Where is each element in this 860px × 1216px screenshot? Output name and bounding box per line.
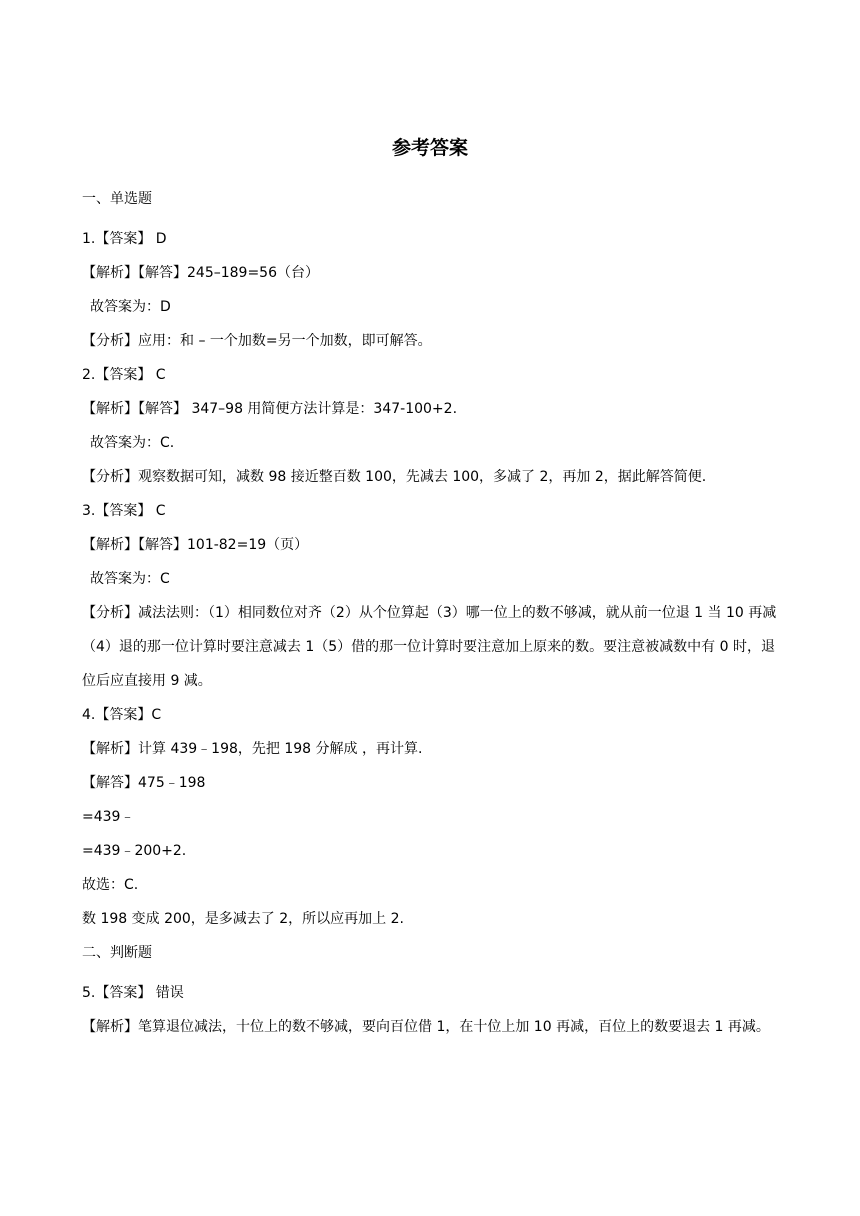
q2-analysis: 【解析】【解答】 347–98 用简便方法计算是：347-100+2. (82, 401, 458, 417)
q1-reasoning: 【分析】应用：和 – 一个加数=另一个加数，即可解答。 (82, 333, 432, 349)
q5-answer: 5.【答案】 错误 (82, 985, 184, 1001)
q4-step-2: =439﹣200+2. (82, 843, 187, 859)
section-heading: 二、判断题 (82, 945, 152, 961)
page-title: 参考答案 (391, 137, 468, 159)
q4-choice: 故选：C. (82, 877, 139, 893)
q1-answer: 1.【答案】 D (82, 231, 167, 247)
q2-conclusion: 故答案为：C. (90, 435, 175, 451)
q4-note: 数 198 变成 200，是多减去了 2，所以应再加上 2. (82, 911, 404, 927)
q1-conclusion: 故答案为：D (90, 299, 171, 315)
section-true-false (82, 936, 782, 1044)
q2-answer: 2.【答案】 C (82, 367, 166, 383)
q3-conclusion: 故答案为：C (90, 571, 170, 587)
answer-content (82, 182, 782, 1044)
q4-answer: 4.【答案】C (82, 707, 162, 723)
q1-analysis: 【解析】【解答】245–189=56（台） (82, 265, 319, 281)
q3-reasoning: 【分析】减法法则：（1）相同数位对齐（2）从个位算起（3）哪一位上的数不够减，就从前一位退 1 当 10 再减（4）退的那一位计算时要注意减去 1（5）借的那一位计算时要注意加上原来的数。要注意被减数中有 0 时，退位后应直接用 9 减。 (82, 605, 777, 689)
q3-analysis: 【解析】【解答】101-82=19（页） (82, 537, 309, 553)
q4-step-1: =439﹣ (82, 809, 135, 825)
q4-analysis: 【解析】计算 439﹣198，先把 198 分解成 ，再计算. (82, 741, 423, 757)
q3-answer: 3.【答案】 C (82, 503, 166, 519)
q4-solution: 【解答】475﹣198 (82, 775, 206, 791)
q2-reasoning: 【分析】观察数据可知，减数 98 接近整百数 100，先减去 100，多减了 2，再加 2，据此解答简便. (82, 469, 707, 485)
section-heading: 一、单选题 (82, 191, 152, 207)
q5-analysis: 【解析】笔算退位减法，十位上的数不够减，要向百位借 1，在十位上加 10 再减，百位上的数要退去 1 再减。 (82, 1019, 770, 1035)
section-single-choice (82, 182, 782, 936)
